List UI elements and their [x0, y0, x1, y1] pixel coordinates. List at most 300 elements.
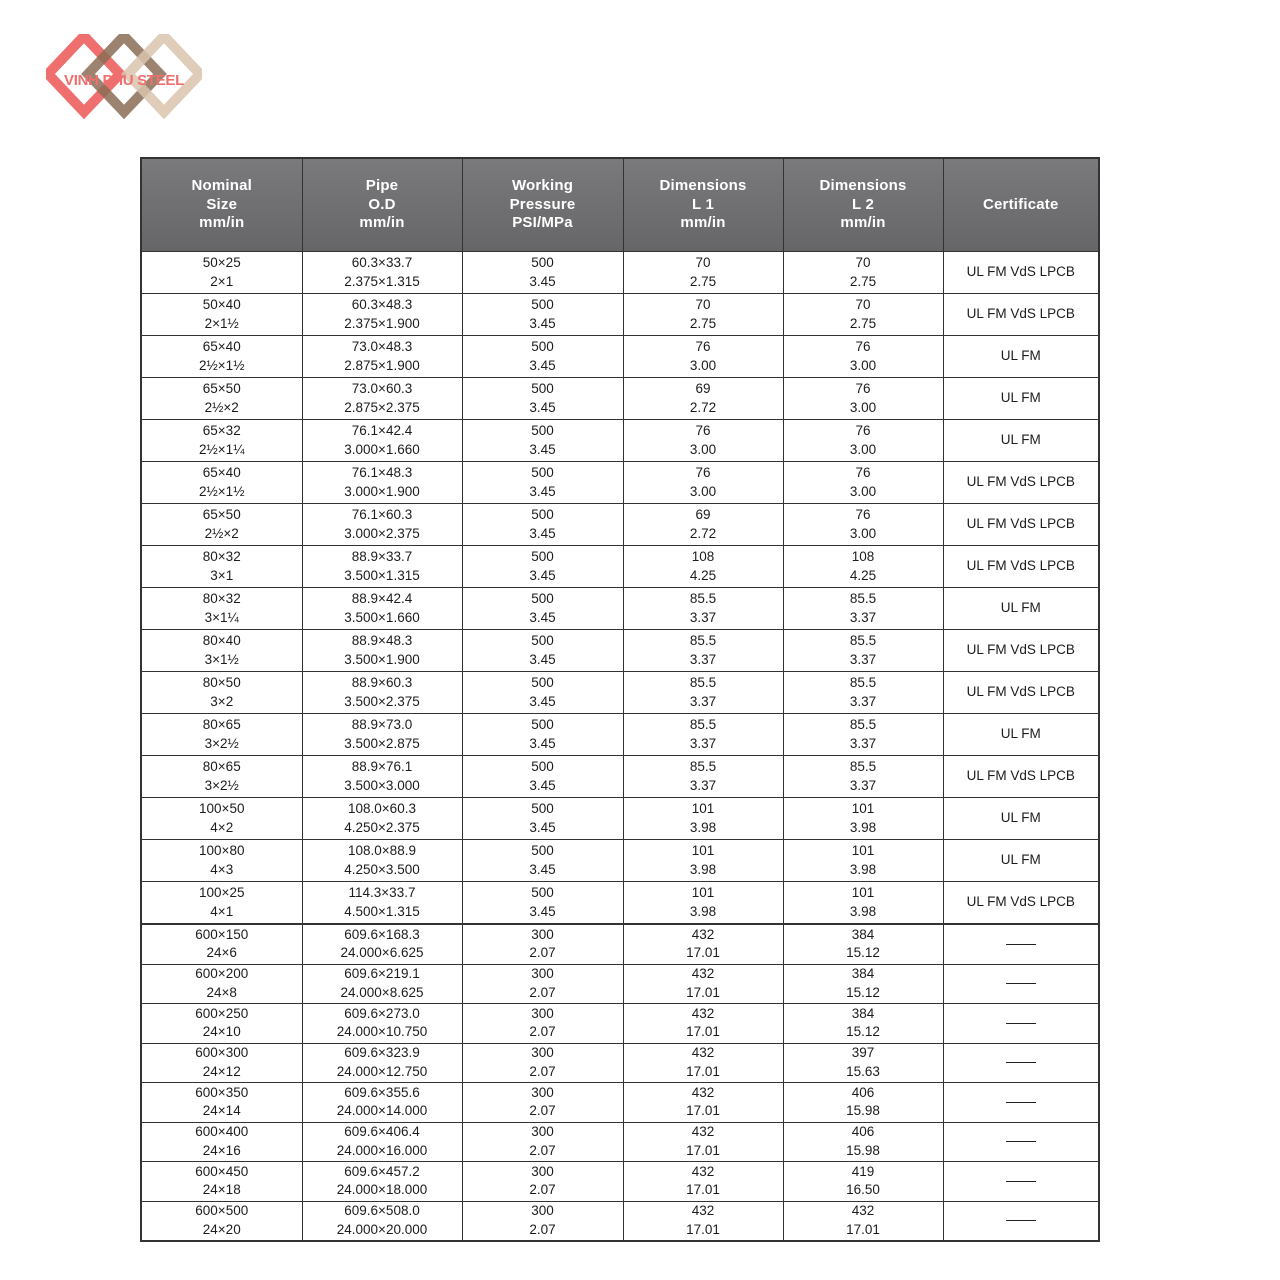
cell-size-value: 50×25 — [202, 255, 241, 270]
cell-l2-value: 3.37 — [849, 693, 877, 709]
cell-l2-value: 16.50 — [846, 1182, 880, 1198]
cell-od-value: 2.875×2.375 — [344, 399, 420, 415]
cell-l2 — [783, 1162, 943, 1202]
cell-od — [302, 924, 462, 964]
cell-l1 — [623, 672, 783, 714]
cell-certificate: UL FM — [943, 420, 1099, 462]
cell-l1-value: 85.5 — [689, 717, 717, 732]
cell-pressure-value: 3.45 — [529, 483, 556, 499]
cell-l2 — [783, 252, 943, 294]
cell-pressure-value: 2.07 — [529, 945, 556, 961]
cell-l1-value: 3.37 — [689, 735, 717, 751]
cell-size-value: 4×3 — [210, 861, 234, 877]
cell-pressure-value: 3.45 — [529, 693, 556, 709]
table-row — [141, 756, 1099, 798]
cell-pressure-value: 300 — [531, 1163, 554, 1179]
cell-l2 — [783, 672, 943, 714]
cell-pressure-value: 3.45 — [529, 609, 556, 625]
cell-l2-value: 3.00 — [849, 441, 877, 457]
cell-l2 — [783, 924, 943, 964]
cell-od-value: 24.000×6.625 — [340, 945, 424, 961]
cell-l1-value: 17.01 — [686, 1103, 720, 1119]
cell-l2 — [783, 336, 943, 378]
cell-od-value: 108.0×88.9 — [348, 843, 416, 858]
cell-size — [141, 840, 302, 882]
no-certificate-dash — [1006, 983, 1036, 984]
cell-l1 — [623, 1201, 783, 1241]
table-row — [141, 378, 1099, 420]
cell-pressure-value: 500 — [531, 507, 554, 522]
cell-l1-value: 3.37 — [689, 609, 717, 625]
cell-l2-value: 15.12 — [846, 984, 880, 1000]
cell-certificate: UL FM VdS LPCB — [943, 756, 1099, 798]
cell-pressure-value: 300 — [531, 966, 554, 982]
cell-size-value: 600×500 — [195, 1203, 249, 1219]
cell-l2-value: 397 — [851, 1045, 875, 1061]
cell-certificate: UL FM VdS LPCB — [943, 252, 1099, 294]
cell-pressure-value: 500 — [531, 633, 554, 648]
cell-od — [302, 672, 462, 714]
cell-pressure-value: 3.45 — [529, 525, 556, 541]
cell-pressure-value: 3.45 — [529, 903, 556, 919]
cell-l2-value: 384 — [851, 1005, 875, 1021]
cell-pressure — [462, 924, 623, 964]
cell-pressure — [462, 546, 623, 588]
cell-size — [141, 294, 302, 336]
cell-l1-value: 17.01 — [686, 1142, 720, 1158]
cell-l1-value: 432 — [691, 926, 715, 942]
cell-od — [302, 378, 462, 420]
cell-l2 — [783, 1201, 943, 1241]
cell-size-value: 4×1 — [210, 903, 234, 919]
cell-l2-value: 76 — [855, 465, 871, 480]
table-row — [141, 294, 1099, 336]
cell-od — [302, 1201, 462, 1241]
cell-certificate: UL FM — [943, 378, 1099, 420]
cell-size-value: 65×50 — [202, 381, 241, 396]
cell-l2-value: 3.00 — [849, 357, 877, 373]
cell-pressure — [462, 588, 623, 630]
cell-l2-value: 85.5 — [849, 591, 877, 606]
table-row — [141, 630, 1099, 672]
cell-pressure-value: 500 — [531, 381, 554, 396]
cell-size-value: 2½×2 — [204, 525, 239, 541]
table-row — [141, 462, 1099, 504]
cell-pressure — [462, 964, 623, 1004]
cell-certificate: UL FM VdS LPCB — [943, 546, 1099, 588]
header-pipe-od: Pipe O.D mm/in — [302, 158, 462, 252]
cell-l2-value: 419 — [851, 1163, 875, 1179]
cell-l2-value: 101 — [851, 885, 875, 900]
cell-certificate — [943, 924, 1099, 964]
cell-od-value: 2.375×1.900 — [344, 315, 420, 331]
cell-size — [141, 1162, 302, 1202]
cell-od-value: 4.250×2.375 — [344, 819, 420, 835]
cell-l1 — [623, 420, 783, 462]
cell-od — [302, 714, 462, 756]
cell-l2-value: 384 — [851, 966, 875, 982]
cell-pressure — [462, 672, 623, 714]
cell-pressure-value: 2.07 — [529, 984, 556, 1000]
cell-size-value: 3×1¼ — [204, 609, 239, 625]
cell-pressure-value: 500 — [531, 801, 554, 816]
cell-od-value: 609.6×406.4 — [344, 1124, 420, 1140]
cell-od-value: 114.3×33.7 — [348, 885, 416, 900]
cell-l1-value: 3.98 — [689, 903, 717, 919]
cell-certificate: UL FM — [943, 588, 1099, 630]
table-row — [141, 504, 1099, 546]
cell-od — [302, 336, 462, 378]
cell-pressure — [462, 756, 623, 798]
cell-l1-value: 76 — [695, 465, 711, 480]
table-row — [141, 714, 1099, 756]
cell-l2-value: 76 — [855, 423, 871, 438]
cell-size — [141, 336, 302, 378]
cell-l1-value: 3.00 — [689, 483, 717, 499]
cell-l1 — [623, 1004, 783, 1044]
cell-size-value: 600×250 — [195, 1005, 249, 1021]
cell-l1-value: 85.5 — [689, 675, 717, 690]
cell-l1-value: 101 — [691, 801, 715, 816]
cell-od-value: 60.3×48.3 — [351, 297, 413, 312]
cell-od-value: 609.6×355.6 — [344, 1084, 420, 1100]
cell-size-value: 24×20 — [202, 1221, 241, 1237]
cell-l1 — [623, 252, 783, 294]
cell-size-value: 80×32 — [202, 549, 241, 564]
cell-certificate — [943, 1043, 1099, 1083]
cell-l1 — [623, 294, 783, 336]
cell-l1 — [623, 546, 783, 588]
cell-l2-value: 3.98 — [849, 861, 877, 877]
cell-pressure-value: 2.07 — [529, 1182, 556, 1198]
cell-l1-value: 2.75 — [689, 273, 717, 289]
cell-certificate — [943, 1201, 1099, 1241]
cell-pressure-value: 300 — [531, 1084, 554, 1100]
cell-l2-value: 3.00 — [849, 483, 877, 499]
cell-certificate — [943, 1083, 1099, 1123]
cell-od-value: 76.1×42.4 — [351, 423, 413, 438]
cell-od-value: 88.9×73.0 — [351, 717, 413, 732]
cell-l1-value: 17.01 — [686, 1221, 720, 1237]
cell-l2-value: 15.63 — [846, 1063, 880, 1079]
cell-l1 — [623, 1043, 783, 1083]
cell-pressure-value: 500 — [531, 759, 554, 774]
cell-l2-value: 15.98 — [846, 1142, 880, 1158]
table-row — [141, 588, 1099, 630]
cell-size-value: 600×350 — [195, 1084, 249, 1100]
cell-od — [302, 964, 462, 1004]
cell-certificate: UL FM VdS LPCB — [943, 630, 1099, 672]
no-certificate-dash — [1006, 1062, 1036, 1063]
cell-pressure — [462, 630, 623, 672]
spec-table — [140, 157, 1100, 1242]
cell-pressure-value: 300 — [531, 1124, 554, 1140]
cell-l1-value: 432 — [691, 1045, 715, 1061]
cell-l1-value: 69 — [695, 381, 711, 396]
no-certificate-dash — [1006, 1023, 1036, 1024]
cell-size-value: 24×16 — [202, 1142, 241, 1158]
no-certificate-dash — [1006, 944, 1036, 945]
cell-l2 — [783, 1043, 943, 1083]
cell-l2 — [783, 882, 943, 925]
cell-od-value: 88.9×33.7 — [351, 549, 413, 564]
cell-od — [302, 630, 462, 672]
cell-od-value: 108.0×60.3 — [348, 801, 416, 816]
cell-certificate — [943, 1004, 1099, 1044]
header-dimension-l2: Dimensions L 2 mm/in — [783, 158, 943, 252]
cell-certificate — [943, 1162, 1099, 1202]
cell-od-value: 24.000×14.000 — [336, 1103, 428, 1119]
cell-od — [302, 462, 462, 504]
cell-size-value: 24×8 — [206, 984, 237, 1000]
cell-pressure-value: 3.45 — [529, 777, 556, 793]
cell-l1-value: 432 — [691, 1203, 715, 1219]
cell-size-value: 2½×1¼ — [199, 441, 245, 457]
cell-pressure-value: 3.45 — [529, 273, 556, 289]
table-header-row — [141, 158, 1099, 252]
cell-size-value: 3×2½ — [204, 735, 239, 751]
cell-certificate: UL FM VdS LPCB — [943, 882, 1099, 925]
cell-l1-value: 17.01 — [686, 984, 720, 1000]
cell-od-value: 24.000×10.750 — [336, 1024, 428, 1040]
cell-l1-value: 432 — [691, 1005, 715, 1021]
cell-od — [302, 1122, 462, 1162]
cell-pressure — [462, 1162, 623, 1202]
header-nominal-size: Nominal Size mm/in — [141, 158, 302, 252]
cell-pressure — [462, 840, 623, 882]
cell-size — [141, 378, 302, 420]
cell-size — [141, 1201, 302, 1241]
cell-l2-value: 15.12 — [846, 1024, 880, 1040]
cell-od-value: 24.000×20.000 — [336, 1221, 428, 1237]
cell-l1-value: 3.98 — [689, 861, 717, 877]
cell-l2-value: 70 — [855, 255, 871, 270]
cell-l2-value: 4.25 — [849, 567, 877, 583]
cell-l2-value: 101 — [851, 801, 875, 816]
cell-size-value: 3×2 — [210, 693, 234, 709]
cell-l1-value: 76 — [695, 339, 711, 354]
cell-size-value: 80×65 — [202, 717, 241, 732]
table-row — [141, 672, 1099, 714]
cell-pressure-value: 500 — [531, 843, 554, 858]
cell-l1 — [623, 1162, 783, 1202]
cell-pressure-value: 3.45 — [529, 735, 556, 751]
cell-size — [141, 924, 302, 964]
cell-size-value: 3×2½ — [204, 777, 239, 793]
cell-size-value: 600×450 — [195, 1163, 249, 1179]
cell-size — [141, 630, 302, 672]
table-row — [141, 882, 1099, 925]
cell-size — [141, 714, 302, 756]
cell-pressure-value: 3.45 — [529, 567, 556, 583]
cell-l1-value: 2.72 — [689, 525, 717, 541]
cell-od-value: 24.000×8.625 — [340, 984, 424, 1000]
cell-l1-value: 3.98 — [689, 819, 717, 835]
cell-pressure-value: 500 — [531, 339, 554, 354]
cell-l1-value: 3.00 — [689, 441, 717, 457]
cell-size-value: 2×1 — [210, 273, 234, 289]
cell-l1-value: 69 — [695, 507, 711, 522]
cell-pressure-value: 500 — [531, 885, 554, 900]
cell-l2-value: 85.5 — [849, 633, 877, 648]
cell-pressure-value: 500 — [531, 423, 554, 438]
cell-od-value: 3.500×2.375 — [344, 693, 420, 709]
cell-pressure — [462, 1004, 623, 1044]
cell-od — [302, 756, 462, 798]
cell-l1-value: 432 — [691, 1084, 715, 1100]
cell-size — [141, 1043, 302, 1083]
cell-size-value: 24×10 — [202, 1024, 241, 1040]
cell-l1 — [623, 588, 783, 630]
cell-size-value: 3×1 — [210, 567, 234, 583]
cell-certificate: UL FM VdS LPCB — [943, 294, 1099, 336]
cell-l1 — [623, 630, 783, 672]
cell-l1-value: 432 — [691, 966, 715, 982]
cell-od-value: 3.000×2.375 — [344, 525, 420, 541]
cell-l2 — [783, 630, 943, 672]
header-working-pressure: Working Pressure PSI/MPa — [462, 158, 623, 252]
cell-certificate: UL FM — [943, 798, 1099, 840]
cell-size — [141, 420, 302, 462]
table-row — [141, 1083, 1099, 1123]
cell-l2 — [783, 378, 943, 420]
cell-size — [141, 546, 302, 588]
cell-l1-value: 108 — [691, 549, 715, 564]
cell-od-value: 3.000×1.660 — [344, 441, 420, 457]
cell-pressure-value: 300 — [531, 1203, 554, 1219]
cell-l2-value: 2.75 — [849, 315, 877, 331]
cell-od — [302, 1043, 462, 1083]
cell-od-value: 3.500×3.000 — [344, 777, 420, 793]
cell-pressure-value: 3.45 — [529, 441, 556, 457]
cell-pressure — [462, 378, 623, 420]
cell-l2-value: 15.12 — [846, 945, 880, 961]
cell-l1 — [623, 798, 783, 840]
cell-od-value: 60.3×33.7 — [351, 255, 413, 270]
cell-l2-value: 3.37 — [849, 651, 877, 667]
cell-pressure-value: 2.07 — [529, 1024, 556, 1040]
cell-l1-value: 3.37 — [689, 777, 717, 793]
cell-l1-value: 70 — [695, 297, 711, 312]
cell-pressure-value: 500 — [531, 549, 554, 564]
cell-l1-value: 76 — [695, 423, 711, 438]
cell-l2-value: 70 — [855, 297, 871, 312]
cell-pressure — [462, 336, 623, 378]
cell-pressure-value: 2.07 — [529, 1063, 556, 1079]
cell-pressure-value: 3.45 — [529, 651, 556, 667]
cell-l1 — [623, 964, 783, 1004]
cell-l2-value: 3.00 — [849, 525, 877, 541]
cell-pressure — [462, 462, 623, 504]
cell-l2-value: 406 — [851, 1084, 875, 1100]
cell-l1-value: 101 — [691, 885, 715, 900]
cell-pressure-value: 300 — [531, 1045, 554, 1061]
cell-l2 — [783, 1083, 943, 1123]
cell-l1-value: 85.5 — [689, 633, 717, 648]
cell-size — [141, 756, 302, 798]
cell-l2-value: 101 — [851, 843, 875, 858]
header-dimension-l1: Dimensions L 1 mm/in — [623, 158, 783, 252]
cell-pressure — [462, 1201, 623, 1241]
cell-size-value: 65×32 — [202, 423, 241, 438]
cell-size — [141, 798, 302, 840]
cell-od — [302, 294, 462, 336]
cell-l1-value: 3.37 — [689, 693, 717, 709]
cell-pressure — [462, 882, 623, 925]
cell-pressure-value: 500 — [531, 297, 554, 312]
cell-od-value: 3.500×2.875 — [344, 735, 420, 751]
cell-od-value: 3.000×1.900 — [344, 483, 420, 499]
cell-l1 — [623, 378, 783, 420]
cell-l1 — [623, 756, 783, 798]
cell-l2-value: 432 — [851, 1203, 875, 1219]
cell-l2 — [783, 1004, 943, 1044]
cell-size-value: 600×300 — [195, 1045, 249, 1061]
cell-l1-value: 17.01 — [686, 1063, 720, 1079]
cell-l2-value: 76 — [855, 381, 871, 396]
cell-l2 — [783, 798, 943, 840]
cell-size-value: 100×50 — [199, 801, 245, 816]
cell-l2-value: 3.00 — [849, 399, 877, 415]
cell-l2-value: 85.5 — [849, 717, 877, 732]
cell-size-value: 600×400 — [195, 1124, 249, 1140]
cell-od — [302, 546, 462, 588]
cell-l1-value: 3.00 — [689, 357, 717, 373]
cell-size-value: 24×6 — [206, 945, 237, 961]
cell-l1-value: 17.01 — [686, 1182, 720, 1198]
cell-l2 — [783, 420, 943, 462]
cell-l1 — [623, 336, 783, 378]
cell-certificate — [943, 964, 1099, 1004]
table-body-large — [141, 924, 1099, 1241]
cell-size — [141, 504, 302, 546]
no-certificate-dash — [1006, 1141, 1036, 1142]
table-row — [141, 1122, 1099, 1162]
cell-size-value: 600×200 — [195, 966, 249, 982]
cell-l2-value: 3.98 — [849, 819, 877, 835]
cell-size-value: 2½×1½ — [199, 357, 245, 373]
cell-pressure — [462, 714, 623, 756]
cell-certificate: UL FM VdS LPCB — [943, 462, 1099, 504]
cell-od-value: 609.6×168.3 — [344, 926, 420, 942]
table-row — [141, 420, 1099, 462]
cell-od-value: 76.1×60.3 — [351, 507, 413, 522]
cell-pressure-value: 2.07 — [529, 1221, 556, 1237]
cell-size-value: 2×1½ — [204, 315, 239, 331]
cell-l1-value: 17.01 — [686, 1024, 720, 1040]
cell-l1-value: 2.75 — [689, 315, 717, 331]
cell-l1 — [623, 924, 783, 964]
cell-od-value: 3.500×1.660 — [344, 609, 420, 625]
cell-od-value: 4.500×1.315 — [344, 903, 420, 919]
cell-l2 — [783, 504, 943, 546]
cell-l1-value: 17.01 — [686, 945, 720, 961]
cell-size-value: 24×18 — [202, 1182, 241, 1198]
cell-size-value: 65×40 — [202, 339, 241, 354]
cell-size-value: 2½×2 — [204, 399, 239, 415]
cell-pressure — [462, 1043, 623, 1083]
cell-l1 — [623, 1083, 783, 1123]
table-row — [141, 1162, 1099, 1202]
cell-od-value: 88.9×42.4 — [351, 591, 413, 606]
cell-l2-value: 3.37 — [849, 735, 877, 751]
cell-l1-value: 101 — [691, 843, 715, 858]
cell-od-value: 609.6×219.1 — [344, 966, 420, 982]
cell-size — [141, 588, 302, 630]
cell-od-value: 4.250×3.500 — [344, 861, 420, 877]
cell-size-value: 100×80 — [199, 843, 245, 858]
cell-l2-value: 406 — [851, 1124, 875, 1140]
